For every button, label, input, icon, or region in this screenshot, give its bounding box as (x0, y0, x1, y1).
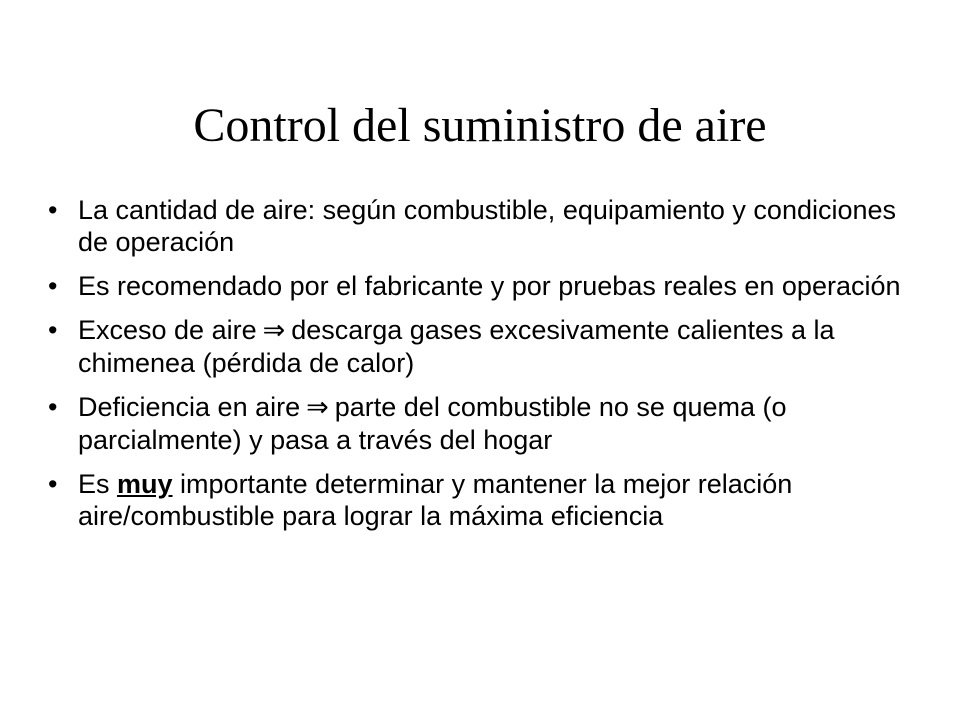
bullet-item-1 (48, 194, 928, 258)
bullet-item-2 (48, 270, 928, 302)
bullet-text-after: descarga gases excesivamente calientes a la chimenea (pérdida de calor) (78, 315, 835, 378)
implies-arrow-icon: ⇒ (262, 315, 286, 346)
bullet-text-before: Es (78, 469, 118, 499)
bullet-text-after: importante determinar y mantener la mejor relación aire/combustible para lograr la máxima eficiencia (78, 469, 793, 531)
bullet-item-4 (48, 391, 928, 456)
bullet-item-5 (48, 468, 928, 532)
bullet-text-before: Exceso de aire (78, 315, 257, 345)
bullet-list (48, 194, 928, 544)
slide-title: Control del suministro de aire (193, 99, 767, 152)
emphasis-word: muy (117, 469, 173, 499)
bullet-text-after: parte del combustible no se quema (o parcialmente) y pasa a través del hogar (78, 392, 787, 455)
bullet-marker: • (48, 392, 58, 422)
bullet-marker: • (48, 469, 58, 499)
bullet-marker: • (48, 195, 58, 225)
bullet-item-3 (48, 314, 928, 379)
bullet-text: La cantidad de aire: según combustible, equipamiento y condiciones de operación (78, 195, 897, 257)
implies-arrow-icon: ⇒ (306, 392, 329, 423)
bullet-text-before: Deficiencia en aire (78, 392, 301, 422)
bullet-marker: • (48, 315, 58, 345)
bullet-text: Es recomendado por el fabricante y por pruebas reales en operación (78, 271, 901, 301)
bullet-marker: • (48, 271, 58, 301)
